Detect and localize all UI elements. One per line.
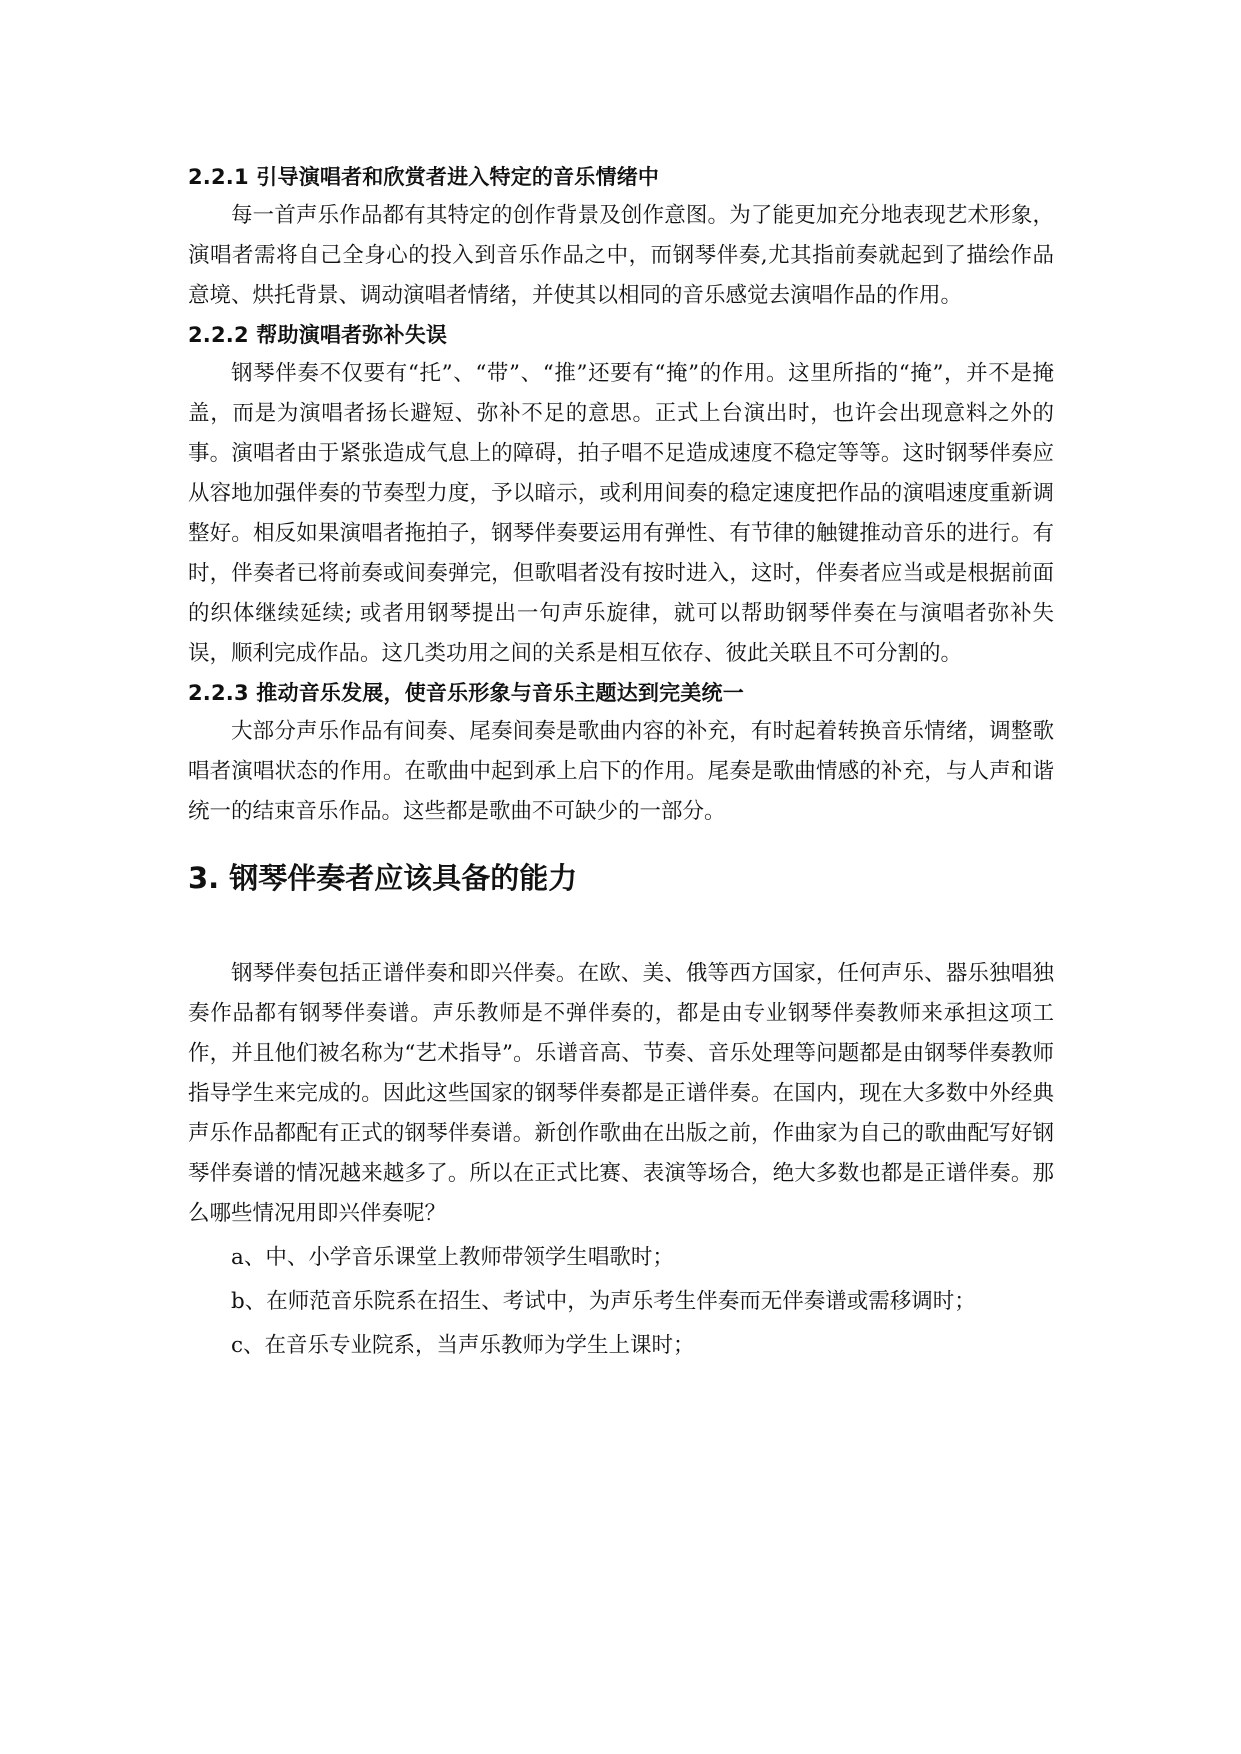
list-item-b: b、在师范音乐院系在招生、考试中，为声乐考生伴奏而无伴奏谱或需移调时； xyxy=(231,1289,976,1314)
subsection-heading-2-2-2: 2.2.2 帮助演唱者弥补失误 xyxy=(188,323,448,347)
list-item-c: c、在音乐专业院系，当声乐教师为学生上课时； xyxy=(231,1333,695,1358)
paragraph-2-2-1: 每一首声乐作品都有其特定的创作背景及创作意图。为了能更加充分地表现艺术形象，演唱者需将自己全身心的投入到音乐作品之中，而钢琴伴奏,尤其指前奏就起到了描绘作品意境、烘托背景、调动演唱者情绪，并使其以相同的音乐感觉去演唱作品的作用。 xyxy=(188,203,1054,308)
paragraph-chapter-3: 钢琴伴奏包括正谱伴奏和即兴伴奏。在欧、美、俄等西方国家，任何声乐、器乐独唱独奏作品都有钢琴伴奏谱。声乐教师是不弹伴奏的，都是由专业钢琴伴奏教师来承担这项工作，并且他们被名称为“艺术指导”。乐谱音高、节奏、音乐处理等问题都是由钢琴伴奏教师指导学生来完成的。因此这些国家的钢琴伴奏都是正谱伴奏。在国内，现在大多数中外经典声乐作品都配有正式的钢琴伴奏谱。新创作歌曲在出版之前，作曲家为自己的歌曲配写好钢琴伴奏谱的情况越来越多了。所以在正式比赛、表演等场合，绝大多数也都是正谱伴奏。那么哪些情况用即兴伴奏呢？ xyxy=(188,961,1054,1226)
paragraph-2-2-2: 钢琴伴奏不仅要有“托”、“带”、“推”还要有“掩”的作用。这里所指的“掩”，并不是掩盖，而是为演唱者扬长避短、弥补不足的意思。正式上台演出时，也许会出现意料之外的事。演唱者由于紧张造成气息上的障碍，拍子唱不足造成速度不稳定等等。这时钢琴伴奏应从容地加强伴奏的节奏型力度，予以暗示，或利用间奏的稳定速度把作品的演唱速度重新调整好。相反如果演唱者拖拍子，钢琴伴奏要运用有弹性、有节律的触键推动音乐的进行。有时，伴奏者已将前奏或间奏弹完，但歌唱者没有按时进入，这时，伴奏者应当或是根据前面的织体继续延续; 或者用钢琴提出一句声乐旋律，就可以帮助钢琴伴奏在与演唱者弥补失误，顺利完成作品。这几类功用之间的关系是相互依存、彼此关联且不可分割的。 xyxy=(188,361,1054,666)
document-page xyxy=(188,158,1054,1366)
subsection-heading-2-2-1: 2.2.1 引导演唱者和欣赏者进入特定的音乐情绪中 xyxy=(188,165,660,189)
list-item-a: a、中、小学音乐课堂上教师带领学生唱歌时； xyxy=(231,1245,674,1270)
subsection-heading-2-2-3: 2.2.3 推动音乐发展，使音乐形象与音乐主题达到完美统一 xyxy=(188,681,744,705)
paragraph-2-2-3: 大部分声乐作品有间奏、尾奏间奏是歌曲内容的补充，有时起着转换音乐情绪，调整歌唱者演唱状态的作用。在歌曲中起到承上启下的作用。尾奏是歌曲情感的补充，与人声和谐统一的结束音乐作品。这些都是歌曲不可缺少的一部分。 xyxy=(188,719,1054,824)
chapter-heading-3: 3. 钢琴伴奏者应该具备的能力 xyxy=(188,861,578,895)
